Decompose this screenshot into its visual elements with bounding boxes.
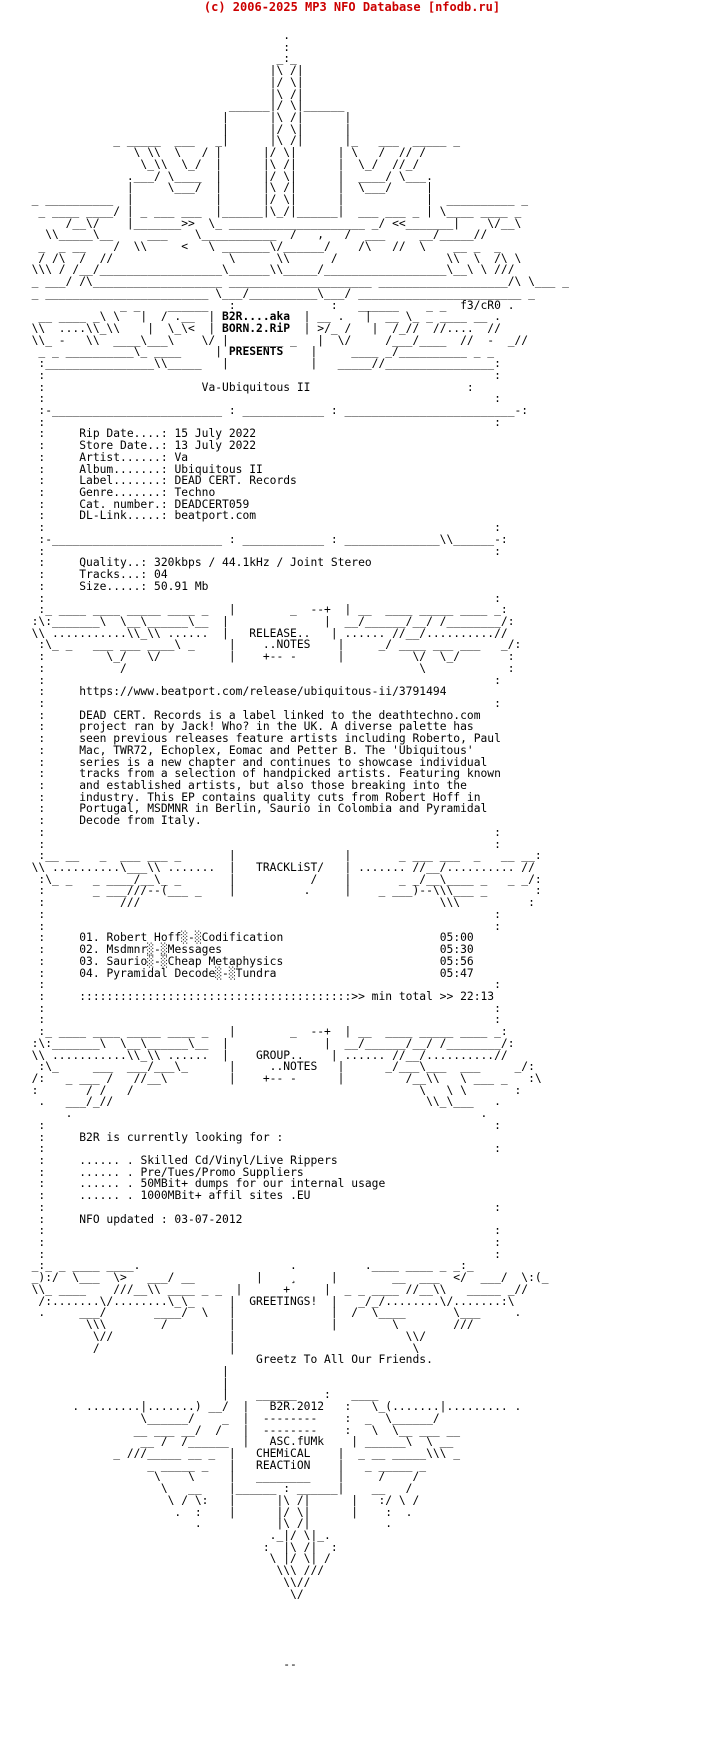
release-title: Va-Ubiquitous II (201, 380, 311, 394)
note-line: industry. This EP contains quality cuts from Robert Hoff in (79, 790, 481, 804)
release-url: https://www.beatport.com/release/ubiquitous-ii/3791494 (79, 685, 447, 699)
group-want: 50MBit+ dumps for our internal usage (140, 1177, 386, 1191)
note-line: Mac, TWR72, Echoplex, Eomac and Petter B. The 'Ubiquitous' (79, 743, 474, 757)
track-number: 01. (79, 931, 100, 945)
total-time: 22:13 (460, 989, 495, 1003)
note-line: DEAD CERT. Records is a label linked to the deathtechno.com (79, 708, 481, 722)
note-line: series is a new chapter and continues to showcase individual (79, 755, 488, 769)
track-time: 05:30 (439, 943, 474, 957)
track-time: 05:00 (439, 931, 474, 945)
group-want: Skilled Cd/Vinyl/Live Rippers (140, 1154, 338, 1167)
tracks-count: 04 (154, 568, 168, 582)
group-want: Pre/Tues/Promo Suppliers (140, 1165, 304, 1179)
site-header: (c) 2006-2025 MP3 NFO Database [nfodb.ru] (203, 0, 501, 14)
cat-number: DEADCERT059 (174, 497, 250, 511)
track-time: 05:56 (439, 954, 474, 968)
note-line: Decode from Italy. (79, 814, 202, 828)
genre: Techno (174, 486, 216, 500)
group-intro: B2R is currently looking for : (79, 1130, 284, 1144)
rip-date: 15 July 2022 (174, 427, 257, 441)
quality: 320kbps / 44.1kHz / Joint Stereo (154, 556, 372, 570)
nfo-updated: NFO updated : 03-07-2012 (79, 1212, 243, 1226)
artist: Va (174, 450, 189, 464)
store-date: 13 July 2022 (174, 439, 257, 453)
note-line: Portugal, MSDMNR in Berlin, Saurio in Colombia and Pyramidal (79, 802, 488, 816)
track-time: 05:47 (439, 966, 474, 980)
track-title: Msdmnr░-░Messages (106, 943, 223, 957)
track-number: 02. (79, 943, 100, 957)
greetz: Greetz To All Our Friends. (256, 1353, 433, 1367)
note-line: project ran by Jack! Who? in the UK. A diverse palette has (79, 720, 474, 734)
track-number: 03. (79, 954, 100, 968)
note-line: tracks from a selection of handpicked artists. Featuring known (79, 767, 501, 781)
nfo-text: . : _:_ |\ /| |/ \| |\ /| ______|/ \|______ | |\ /| | | |/ \| | _ _____ ___ _| |\ /| |_ ___ _____ _ \ \\ \ / | |/ \| | \ / // / \_\\ \_/ | |\ /| | \_/ //_/ .___/ \____ | |/ \| | ____/ \___. | \___/ | |\ /| | \___/ | _ __________ | | |/ \| | | __________ _ _ ____ ____/ | _ ___ ___ |______|\_/|______| ___ ___ _ | \____ ____ _ /__\/ |_______>> \_ ____________________ _/ <<_______| \/__\ \\_____\__ ___ \___________ / , / ___ __/_____// _ _ __ / \\ < \ _______\/______/ /\ // \ __ _ _ / /\ / // \ \\ / \\ \ /\ \ \\\ / /__/__________________\______\\_____/__________________\__\ \ /// _ ___/ /\___________________ _____________________ ___________________/\ \___ _ _ ________________________ \___/__________\___/ ________________________ _ _ _ ______ : : ______ _ _ f3/cR0 . __ ____ _\ \ | / .__ | B2R....aka | __ . | __ \_ _ ____ __ . \\ ....\\_\\ | \_\< | BORN.2.RiP | >/_ / | /_// //.... // \\_ - \\ ____\___\ \/ | _ ____ _ | \/ /___/____ // - _// _ _ __________\_ ____ | PRESENTS | ____ _/__________ _ _ :________________\\_____ | | _____//________________: : : : Va-Ubiquitous II : : : :-_________________________ : ____________ : _________________________-: : : : Rip Date....: 15 July 2022 : Store Date..: 13 July 2022 : Artist......: Va : Album.......: Ubiquitous II : Label.......: DEAD CERT. Records : Genre.......: Techno : Cat. number.: DEADCERT059 : DL-Link.....: beatport.com : : :-_________________________ : ____________ : ______________\\______-: : : : Quality..: 320kbps / 44.1kHz / Joint Stereo : Tracks...: 04 : Size.....: 50.91 Mb : : :_ ____ ____ _____ ____ _ | _ --+ | __ ____ _____ ____ _: :\:_______\ \__\______\__ | | __/______/__/ /________/: \\ ...........\\_\\ ...... | RELEASE.. | ...... //__/..........// :\_ _ ___ ___ ____\ _ | ..NOTES | _/ ____ ___ ___ _/: : \_/ \/ | +-- - | \/ \_/ : : / \ : : : : https://www.beatport.com/release/ubiquitous-ii/3791494 : : : DEAD CERT. Records is a label linked to the deathtechno.com : project ran by Jack! Who? in the UK. A diverse palette has : seen previous releases feature artists including Roberto, Paul : Mac, TWR72, Echoplex, Eomac and Petter B. The 'Ubiquitous' : series is a new chapter and continues to showcase individual : tracks from a selection of handpicked artists. Featuring known : and established artists, but also those breaking into the : industry. This EP contains quality cuts from Robert Hoff in : Portugal, MSDMNR in Berlin, Saurio in Colombia and Pyramidal : Decode from Italy. : : : : :__ __ _ ___ ___ _ | | _ ___ ___ _ __ __: \\ ..........\___\\ ....... | TRACKLiST/ | ....... //__/.......... // :\_ _ _ ____/__\_ _ | / | _ _/__\____ _ _ _/: : _ ___///--(___ _ | . | _ ___)--\\\___ _ : : /// \\\ : : : : : : 01. Robert Hoff░-░Codification 05:00 : 02. Msdmnr░-░Messages 05:30 : 03. Saurio░-░Cheap Metaphysics 05:56 : 04. Pyramidal Decode░-░Tundra 05:47 : : : ::::::::::::::::::::::::::::::::::::::::>> min total >> 22:13 : : : : :_ ____ ____ _____ ____ _ | _ --+ | __ ____ _____ ____ _: :\:_______\ \__\______\__ | | __/______/__/ /________/: \\ ...........\\_\\ ...... | GROUP.. | ...... //__/..........// :\_ ___ ___/___\_ | ..NOTES | _/___\___ ___ _/: /: _ ___ / //__\ | +-- - | /__\\ \ ___ _ :\ : / / / \ \ \ : . ___/_// \\_\___ . . . : : : B2R is currently looking for : : : : ...... . Skilled Cd/Vinyl/Live Rippers : ...... . Pre/Tues/Promo Suppliers : ...... . 50MBit+ dumps for our internal usage : ...... . 1000MBit+ affil sites .EU : : : NFO updated : 03-07-2012 : : : : : : _:_ _ ____ ____. . .____ ____ _ _:_ _):/ \___ \> ___/ __ | ¸ | __ ___ </ ___/ \:(_ \\_ ____ ///__\\ ____ _ _ | + | _ _ ____ //__\\ _____ _// /:.......\/........\_\_ | GREETINGS! | _/_/........\/.......:\ . ___/ ____/ \ | | / \____ \___ . \\\ / | | \ /// \// | \\/ / | \ Greetz To All Our Friends. | | | ______ : ____ . ........|.......) __/ | B2R.2012 : \_(.......|......... . \______/ _ | -------- : _ \______/ __ ___ __/ / | -------- : \ \__ ___ __ __ / /______ | ASC.fUMk | ______\ \ __ _ ///_____ __ _ | CHEMiCAL | _ __ _____\\\ _ _ _____ _ | REACTiON | _ _____ _ \ \ | ________ | / / \ __ |______ : ______| __ / \ / \: | |\ /| | :/ \ / . : | |/ \| | : . . |\ /| . ._|/ \|_. : |\ /| : \ |/ \| / \\\ /// \\// \/ -- (31, 29, 569, 1671)
note-line: and established artists, but also those breaking into the (79, 779, 467, 792)
size: 50.91 Mb (154, 579, 209, 593)
dl-link: beatport.com (174, 509, 257, 523)
track-title: Saurio░-░Cheap Metaphysics (106, 954, 284, 968)
track-title: Pyramidal Decode░-░Tundra (106, 966, 277, 980)
album: Ubiquitous II (174, 462, 263, 476)
track-number: 04. (79, 966, 100, 980)
note-line: seen previous releases feature artists including Roberto, Paul (79, 732, 501, 746)
label: DEAD CERT. Records (174, 474, 297, 488)
track-title: Robert Hoff░-░Codification (106, 931, 284, 945)
group-want: 1000MBit+ affil sites .EU (140, 1189, 311, 1203)
